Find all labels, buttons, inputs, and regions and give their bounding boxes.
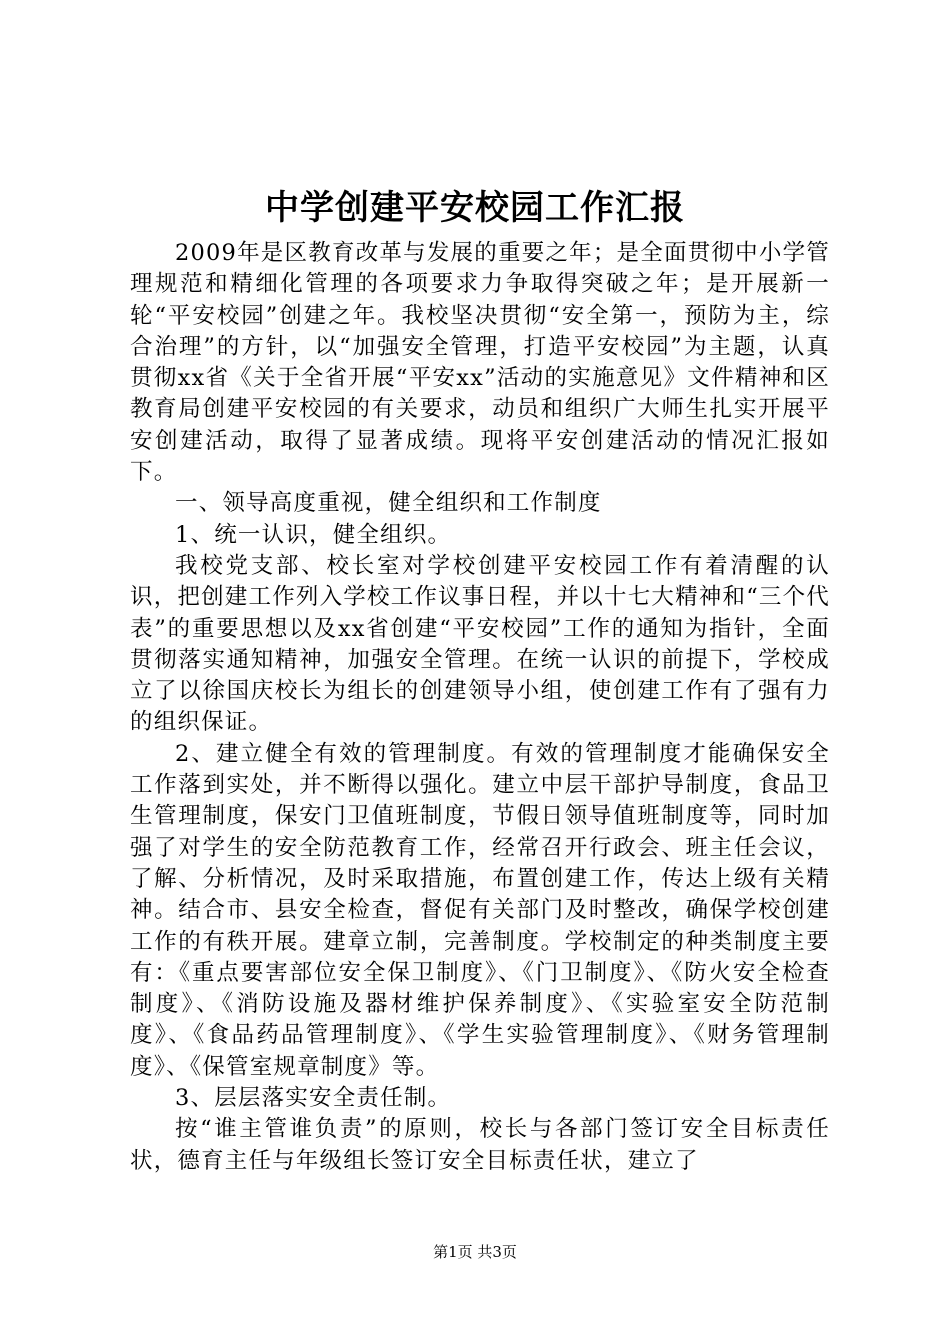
paragraph-responsibility: 按“谁主管谁负责”的原则，校长与各部门签订安全目标责任状，德育主任与年级组长签订安全目标责任状，建立了 <box>130 1116 830 1174</box>
page-footer: 第1页 共3页 <box>433 1243 517 1261</box>
document-body <box>130 238 830 1177</box>
paragraph-organization: 我校党支部、校长室对学校创建平安校园工作有着清醒的认识，把创建工作列入学校工作议事日程，并以十七大精神和“三个代表”的重要思想以及xx省创建“平安校园”工作的通知为指针，全面贯彻落实通知精神，加强安全管理。在统一认识的前提下，学校成立了以徐国庆校长为组长的创建领导小组，使创建工作有了强有力的组织保证。 <box>130 552 831 736</box>
subheading-1: 1、统一认识，健全组织。 <box>175 521 452 548</box>
subheading-3: 3、层层落实安全责任制。 <box>175 1085 452 1112</box>
section-heading-1: 一、领导高度重视，健全组织和工作制度 <box>175 490 602 517</box>
paragraph-management-system: 2、建立健全有效的管理制度。有效的管理制度才能确保安全工作落到实处，并不断得以强化。建立中层干部护导制度，食品卫生管理制度，保安门卫值班制度，节假日领导值班制度等，同时加强了对学生的安全防范教育工作，经常召开行政会、班主任会议，了解、分析情况，及时采取措施，布置创建工作，传达上级有关精神。结合市、县安全检查，督促有关部门及时整改，确保学校创建工作的有秩开展。建章立制，完善制度。学校制定的种类制度主要有：《重点要害部位安全保卫制度》、《门卫制度》、《防火安全检查制度》、《消防设施及器材维护保养制度》、《实验室安全防范制度》、《食品药品管理制度》、《学生实验管理制度》、《财务管理制度》、《保管室规章制度》等。 <box>130 740 830 1080</box>
paragraph-intro: 2009年是区教育改革与发展的重要之年；是全面贯彻中小学管理规范和精细化管理的各项要求力争取得突破之年；是开展新一轮“平安校园”创建之年。我校坚决贯彻“安全第一，预防为主，综合治理”的方针，以“加强安全管理，打造平安校园”为主题，认真贯彻xx省《关于全省开展“平安xx”活动的实施意见》文件精神和区教育局创建平安校园的有关要求，动员和组织广大师生扎实开展平安创建活动，取得了显著成绩。现将平安创建活动的情况汇报如下。 <box>130 240 830 486</box>
document-title: 中学创建平安校园工作汇报 <box>265 188 685 228</box>
